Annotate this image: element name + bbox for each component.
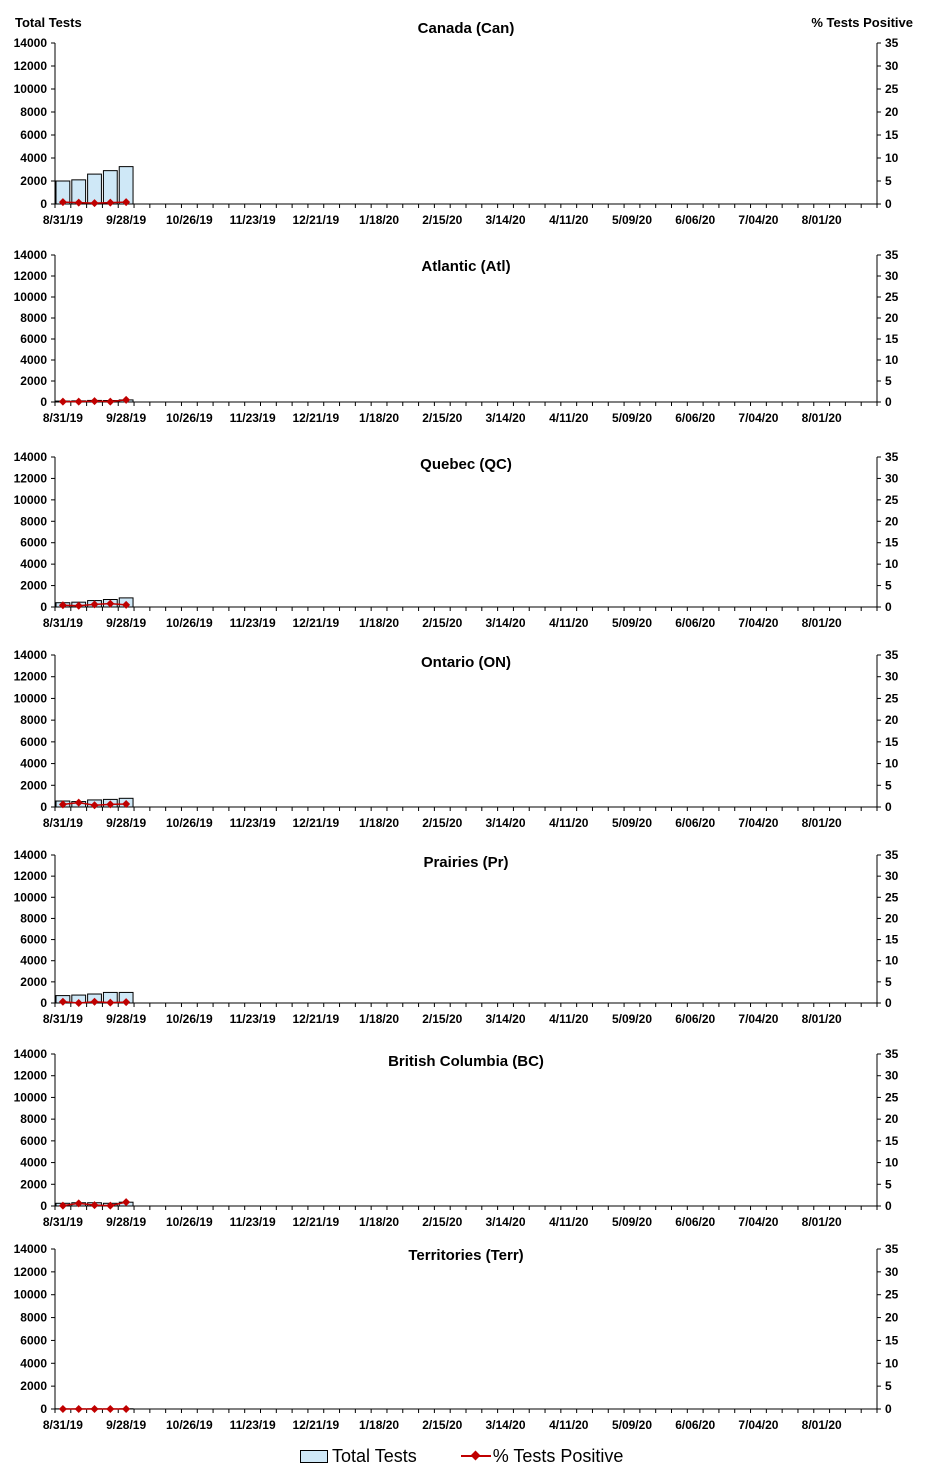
left-tick-label: 0	[40, 197, 47, 211]
marker-percent-positive	[106, 1202, 114, 1210]
right-tick-label: 15	[885, 535, 899, 550]
x-tick-label: 11/23/19	[229, 1215, 276, 1229]
x-tick-label: 11/23/19	[229, 616, 276, 630]
x-tick-label: 8/31/19	[42, 1215, 83, 1229]
right-tick-label: 15	[885, 332, 899, 346]
left-tick-label: 14000	[13, 248, 47, 262]
right-tick-label: 25	[885, 82, 899, 96]
right-tick-label: 10	[885, 1155, 899, 1170]
right-tick-label: 35	[885, 248, 899, 262]
right-tick-label: 15	[885, 1333, 899, 1348]
right-tick-label: 35	[885, 648, 899, 662]
x-tick-label: 7/04/20	[738, 1418, 779, 1432]
right-tick-label: 15	[885, 932, 899, 947]
x-tick-label: 4/11/20	[549, 1012, 589, 1026]
left-tick-label: 8000	[20, 105, 47, 119]
x-tick-label: 11/23/19	[229, 816, 276, 830]
x-tick-label: 8/01/20	[801, 616, 842, 630]
right-tick-label: 5	[885, 174, 892, 188]
right-tick-label: 10	[885, 756, 899, 771]
x-tick-label: 5/09/20	[611, 1215, 653, 1229]
chart-title: Ontario (ON)	[421, 654, 511, 671]
x-tick-label: 10/26/19	[166, 213, 213, 227]
right-tick-label: 30	[885, 1264, 899, 1279]
right-tick-label: 35	[885, 1242, 899, 1256]
left-tick-label: 4000	[20, 1356, 47, 1371]
right-tick-label: 5	[885, 1379, 892, 1394]
left-tick-label: 4000	[20, 1155, 47, 1170]
left-tick-label: 8000	[20, 1310, 47, 1325]
left-tick-label: 2000	[20, 778, 47, 793]
left-tick-label: 12000	[13, 669, 47, 684]
x-tick-label: 3/14/20	[485, 1012, 526, 1026]
x-tick-label: 4/11/20	[549, 1215, 589, 1229]
x-tick-label: 2/15/20	[422, 1012, 463, 1026]
right-tick-label: 0	[885, 600, 892, 614]
left-tick-label: 10000	[13, 1090, 47, 1105]
left-tick-label: 10000	[13, 290, 47, 304]
x-tick-label: 12/21/19	[292, 1418, 340, 1432]
legend-line-marker	[461, 1450, 491, 1462]
legend-item-total-tests	[300, 1446, 417, 1467]
left-tick-label: 14000	[13, 648, 47, 662]
left-tick-label: 2000	[20, 974, 47, 989]
x-tick-label: 7/04/20	[738, 616, 779, 630]
x-tick-label: 9/28/19	[106, 816, 147, 830]
x-tick-label: 7/04/20	[738, 1215, 779, 1229]
left-tick-label: 14000	[13, 848, 47, 862]
x-tick-label: 2/15/20	[422, 616, 463, 630]
right-tick-label: 30	[885, 669, 899, 684]
right-tick-label: 0	[885, 996, 892, 1010]
x-tick-label: 7/04/20	[738, 816, 779, 830]
x-tick-label: 6/06/20	[675, 1215, 716, 1229]
right-tick-label: 30	[885, 1068, 899, 1083]
right-tick-label: 5	[885, 374, 892, 388]
right-tick-label: 30	[885, 471, 899, 486]
x-tick-label: 3/14/20	[485, 411, 526, 425]
x-tick-label: 2/15/20	[422, 213, 463, 227]
left-tick-label: 6000	[20, 1333, 47, 1348]
left-tick-label: 12000	[13, 471, 47, 486]
legend-item-percent-positive	[461, 1446, 624, 1467]
left-tick-label: 12000	[13, 869, 47, 884]
chart-title: Canada (Can)	[417, 20, 515, 37]
marker-percent-positive	[122, 396, 130, 404]
x-tick-label: 10/26/19	[166, 816, 213, 830]
left-tick-label: 14000	[13, 1047, 47, 1061]
right-tick-label: 35	[885, 1047, 899, 1061]
marker-percent-positive	[91, 1405, 99, 1413]
right-tick-label: 25	[885, 890, 899, 905]
legend	[300, 1443, 667, 1469]
left-tick-label: 0	[40, 1402, 47, 1416]
right-tick-label: 0	[885, 1402, 892, 1416]
x-tick-label: 3/14/20	[485, 816, 526, 830]
right-tick-label: 0	[885, 395, 892, 409]
left-tick-label: 10000	[13, 1287, 47, 1302]
x-tick-label: 11/23/19	[229, 411, 276, 425]
left-tick-label: 8000	[20, 514, 47, 529]
right-tick-label: 15	[885, 1133, 899, 1148]
x-tick-label: 10/26/19	[166, 1012, 213, 1026]
x-tick-label: 8/01/20	[801, 1418, 842, 1432]
left-tick-label: 14000	[13, 36, 47, 50]
x-tick-label: 3/14/20	[485, 1418, 526, 1432]
right-tick-label: 25	[885, 691, 899, 706]
left-tick-label: 6000	[20, 1133, 47, 1148]
x-tick-label: 9/28/19	[106, 1418, 147, 1432]
left-tick-label: 12000	[13, 59, 47, 73]
right-tick-label: 20	[885, 311, 899, 325]
x-tick-label: 12/21/19	[292, 816, 340, 830]
x-tick-label: 9/28/19	[106, 1215, 147, 1229]
right-tick-label: 30	[885, 59, 899, 73]
marker-percent-positive	[75, 398, 83, 406]
legend-bar-swatch	[300, 1450, 328, 1463]
x-tick-label: 8/01/20	[801, 816, 842, 830]
x-tick-label: 9/28/19	[106, 213, 147, 227]
x-tick-label: 12/21/19	[292, 1215, 340, 1229]
left-tick-label: 6000	[20, 535, 47, 550]
left-tick-label: 10000	[13, 492, 47, 507]
x-tick-label: 10/26/19	[166, 411, 213, 425]
x-tick-label: 8/01/20	[801, 1012, 842, 1026]
left-tick-label: 8000	[20, 911, 47, 926]
x-tick-label: 5/09/20	[611, 1012, 653, 1026]
left-tick-label: 6000	[20, 734, 47, 749]
marker-percent-positive	[106, 1405, 114, 1413]
left-tick-label: 2000	[20, 174, 47, 188]
x-tick-label: 1/18/20	[359, 816, 400, 830]
right-tick-label: 30	[885, 869, 899, 884]
right-tick-label: 35	[885, 450, 899, 464]
x-tick-label: 10/26/19	[166, 1418, 213, 1432]
x-tick-label: 7/04/20	[738, 213, 779, 227]
marker-percent-positive	[106, 398, 114, 406]
x-tick-label: 2/15/20	[422, 816, 463, 830]
x-tick-label: 2/15/20	[422, 1215, 463, 1229]
right-tick-label: 20	[885, 911, 899, 926]
left-tick-label: 4000	[20, 353, 47, 367]
right-tick-label: 20	[885, 105, 899, 119]
left-tick-label: 10000	[13, 82, 47, 96]
x-tick-label: 8/01/20	[801, 213, 842, 227]
x-tick-label: 8/31/19	[42, 616, 83, 630]
right-tick-label: 20	[885, 1310, 899, 1325]
left-tick-label: 8000	[20, 1112, 47, 1127]
chart-panel-7	[14, 1242, 899, 1432]
x-tick-label: 12/21/19	[292, 213, 340, 227]
x-tick-label: 4/11/20	[549, 616, 589, 630]
legend-label-percent-positive: % Tests Positive	[492, 1445, 624, 1466]
x-tick-label: 7/04/20	[738, 1012, 779, 1026]
x-tick-label: 1/18/20	[359, 1012, 400, 1026]
x-tick-label: 5/09/20	[611, 213, 653, 227]
right-tick-label: 10	[885, 151, 899, 165]
left-tick-label: 0	[40, 600, 47, 614]
left-tick-label: 12000	[13, 269, 47, 283]
x-tick-label: 2/15/20	[422, 1418, 463, 1432]
x-tick-label: 1/18/20	[359, 213, 400, 227]
right-tick-label: 35	[885, 36, 899, 50]
x-tick-label: 4/11/20	[549, 213, 589, 227]
left-tick-label: 2000	[20, 1177, 47, 1192]
x-tick-label: 5/09/20	[611, 816, 653, 830]
chart-title: British Columbia (BC)	[388, 1053, 544, 1070]
x-tick-label: 6/06/20	[675, 411, 716, 425]
x-tick-label: 12/21/19	[292, 1012, 340, 1026]
x-tick-label: 11/23/19	[229, 1012, 276, 1026]
x-tick-label: 10/26/19	[166, 616, 213, 630]
marker-percent-positive	[91, 397, 99, 405]
right-axis-title: % Tests Positive	[811, 15, 913, 30]
right-tick-label: 5	[885, 778, 892, 793]
x-tick-label: 8/31/19	[42, 1418, 83, 1432]
marker-percent-positive	[122, 1405, 130, 1413]
x-tick-label: 1/18/20	[359, 411, 400, 425]
left-tick-label: 14000	[13, 1242, 47, 1256]
x-tick-label: 8/31/19	[42, 816, 83, 830]
right-tick-label: 0	[885, 197, 892, 211]
left-tick-label: 8000	[20, 311, 47, 325]
right-tick-label: 10	[885, 353, 899, 367]
left-tick-label: 4000	[20, 151, 47, 165]
x-tick-label: 8/31/19	[42, 411, 83, 425]
marker-percent-positive	[59, 1405, 67, 1413]
chart-panel-2	[14, 248, 899, 425]
x-tick-label: 1/18/20	[359, 1215, 400, 1229]
left-tick-label: 12000	[13, 1264, 47, 1279]
x-tick-label: 8/31/19	[42, 213, 83, 227]
left-axis-title: Total Tests	[15, 15, 82, 30]
chart-panel-1	[14, 20, 899, 227]
left-tick-label: 10000	[13, 890, 47, 905]
legend-label-total-tests: Total Tests	[332, 1445, 417, 1466]
right-tick-label: 0	[885, 1199, 892, 1213]
left-tick-label: 4000	[20, 557, 47, 572]
x-tick-label: 9/28/19	[106, 411, 147, 425]
marker-percent-positive	[59, 1202, 67, 1210]
marker-percent-positive	[75, 1405, 83, 1413]
left-tick-label: 2000	[20, 374, 47, 388]
chart-panel-5	[14, 848, 899, 1026]
left-tick-label: 8000	[20, 713, 47, 728]
chart-panel-3	[14, 450, 899, 630]
x-tick-label: 3/14/20	[485, 213, 526, 227]
chart-title: Quebec (QC)	[420, 456, 512, 473]
chart-title: Prairies (Pr)	[423, 854, 509, 871]
right-tick-label: 25	[885, 290, 899, 304]
right-tick-label: 5	[885, 578, 892, 593]
x-tick-label: 8/01/20	[801, 1215, 842, 1229]
x-tick-label: 8/01/20	[801, 411, 842, 425]
right-tick-label: 0	[885, 800, 892, 814]
marker-percent-positive	[59, 398, 67, 406]
right-tick-label: 15	[885, 128, 899, 142]
right-tick-label: 25	[885, 1090, 899, 1105]
right-tick-label: 10	[885, 557, 899, 572]
right-tick-label: 35	[885, 848, 899, 862]
left-tick-label: 6000	[20, 128, 47, 142]
left-tick-label: 6000	[20, 332, 47, 346]
right-tick-label: 25	[885, 1287, 899, 1302]
left-tick-label: 12000	[13, 1068, 47, 1083]
right-tick-label: 10	[885, 953, 899, 968]
x-tick-label: 11/23/19	[229, 1418, 276, 1432]
x-tick-label: 6/06/20	[675, 1012, 716, 1026]
x-tick-label: 4/11/20	[549, 1418, 589, 1432]
x-tick-label: 1/18/20	[359, 616, 400, 630]
right-tick-label: 20	[885, 713, 899, 728]
x-tick-label: 5/09/20	[611, 616, 653, 630]
left-tick-label: 0	[40, 1199, 47, 1213]
left-tick-label: 10000	[13, 691, 47, 706]
chart-panel-6	[14, 1047, 899, 1229]
x-tick-label: 3/14/20	[485, 616, 526, 630]
right-tick-label: 30	[885, 269, 899, 283]
x-tick-label: 4/11/20	[549, 411, 589, 425]
x-tick-label: 6/06/20	[675, 616, 716, 630]
x-tick-label: 8/31/19	[42, 1012, 83, 1026]
x-tick-label: 5/09/20	[611, 1418, 653, 1432]
right-tick-label: 5	[885, 974, 892, 989]
x-tick-label: 4/11/20	[549, 816, 589, 830]
left-tick-label: 6000	[20, 932, 47, 947]
x-tick-label: 11/23/19	[229, 213, 276, 227]
right-tick-label: 15	[885, 734, 899, 749]
left-tick-label: 2000	[20, 1379, 47, 1394]
left-tick-label: 4000	[20, 756, 47, 771]
x-tick-label: 3/14/20	[485, 1215, 526, 1229]
left-tick-label: 14000	[13, 450, 47, 464]
x-tick-label: 2/15/20	[422, 411, 463, 425]
right-tick-label: 5	[885, 1177, 892, 1192]
left-tick-label: 2000	[20, 578, 47, 593]
x-tick-label: 5/09/20	[611, 411, 653, 425]
right-tick-label: 10	[885, 1356, 899, 1371]
x-tick-label: 6/06/20	[675, 213, 716, 227]
x-tick-label: 12/21/19	[292, 616, 340, 630]
x-tick-label: 9/28/19	[106, 616, 147, 630]
right-tick-label: 25	[885, 492, 899, 507]
x-tick-label: 7/04/20	[738, 411, 779, 425]
right-tick-label: 20	[885, 514, 899, 529]
left-tick-label: 0	[40, 996, 47, 1010]
x-tick-label: 9/28/19	[106, 1012, 147, 1026]
x-tick-label: 1/18/20	[359, 1418, 400, 1432]
x-tick-label: 6/06/20	[675, 816, 716, 830]
x-tick-label: 6/06/20	[675, 1418, 716, 1432]
x-tick-label: 10/26/19	[166, 1215, 213, 1229]
chart-title: Atlantic (Atl)	[421, 258, 511, 275]
right-tick-label: 20	[885, 1112, 899, 1127]
left-tick-label: 4000	[20, 953, 47, 968]
left-tick-label: 0	[40, 800, 47, 814]
x-tick-label: 12/21/19	[292, 411, 340, 425]
chart-panel-4	[14, 648, 899, 830]
chart-title: Territories (Terr)	[408, 1247, 524, 1264]
left-tick-label: 0	[40, 395, 47, 409]
